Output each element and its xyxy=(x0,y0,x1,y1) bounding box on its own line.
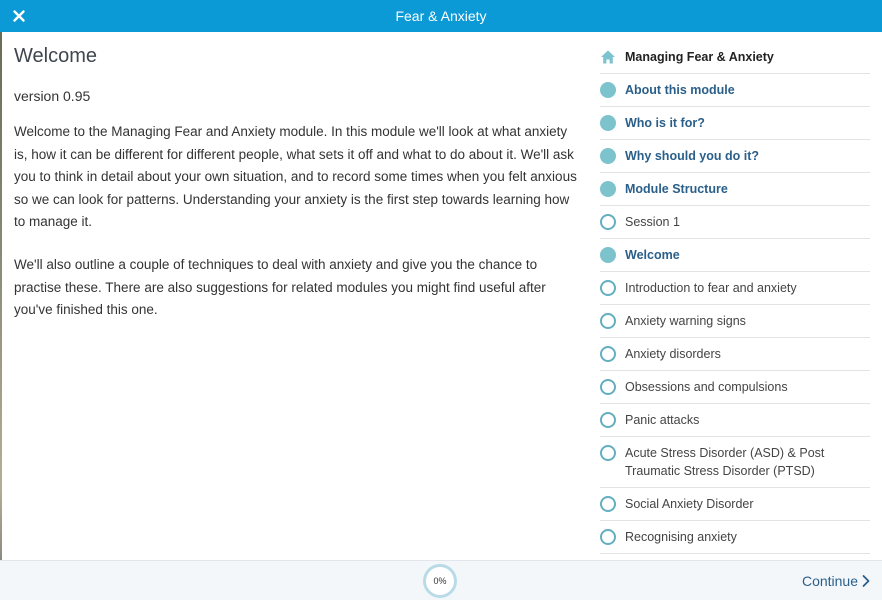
sidebar-item[interactable] xyxy=(600,107,870,140)
continue-button[interactable] xyxy=(802,561,870,601)
sidebar-item-label: Panic attacks xyxy=(625,413,700,427)
empty-circle-icon xyxy=(600,214,616,230)
intro-paragraph: Welcome to the Managing Fear and Anxiety module. In this module we'll look at what anxiety is, how it can be different for different people, what sets it off and what to do about it. We'll ask you to think in detail about your own situation, and to record some times when you felt anxious so we can look for patterns. Understanding your anxiety is the first step towards learning how to manage it. xyxy=(14,124,577,230)
sidebar-item-label: Why should you do it? xyxy=(625,149,760,163)
sidebar-item-label: Anxiety warning signs xyxy=(625,314,746,328)
nav-list xyxy=(600,42,870,587)
sidebar-item-label: Acute Stress Disorder (ASD) & Post Traumatic Stress Disorder (PTSD) xyxy=(625,446,825,478)
completed-circle-icon xyxy=(600,82,616,98)
page-title: Welcome xyxy=(14,45,97,67)
sidebar-item[interactable] xyxy=(600,206,870,239)
sidebar-item[interactable] xyxy=(600,74,870,107)
sidebar-item-label: Session 1 xyxy=(625,215,680,229)
empty-circle-icon xyxy=(600,346,616,362)
sidebar-item[interactable] xyxy=(600,305,870,338)
chevron-right-icon xyxy=(862,575,870,587)
module-navigation xyxy=(600,42,870,560)
completed-circle-icon xyxy=(600,181,616,197)
sidebar-item-label: About this module xyxy=(625,83,735,97)
sidebar-item-label: Introduction to fear and anxiety xyxy=(625,281,797,295)
sidebar-item-label: Anxiety disorders xyxy=(625,347,721,361)
sidebar-item[interactable] xyxy=(600,404,870,437)
footer-bar xyxy=(0,560,882,600)
completed-circle-icon xyxy=(600,148,616,164)
completed-circle-icon xyxy=(600,247,616,263)
module-title: Fear & Anxiety xyxy=(395,8,487,24)
sidebar-item[interactable] xyxy=(600,437,870,488)
sidebar-item-label: Recognising anxiety xyxy=(625,530,737,544)
sidebar-item[interactable] xyxy=(600,42,870,74)
empty-circle-icon xyxy=(600,445,616,461)
sidebar-item[interactable] xyxy=(600,272,870,305)
progress-label: 0% xyxy=(433,576,447,586)
window-edge xyxy=(0,32,2,600)
sidebar-item-label: Module Structure xyxy=(625,182,728,196)
sidebar-item[interactable] xyxy=(600,173,870,206)
top-bar xyxy=(0,0,882,32)
continue-label: Continue xyxy=(801,573,858,589)
progress-indicator xyxy=(423,564,457,598)
sidebar-item-label: Welcome xyxy=(625,248,680,262)
sidebar-item-label: Obsessions and compulsions xyxy=(625,380,788,394)
sidebar-item-label: Managing Fear & Anxiety xyxy=(625,50,774,64)
techniques-paragraph: We'll also outline a couple of techniques to deal with anxiety and give you the chance to practise these. There are also suggestions for related modules you might find useful after you've finished this one. xyxy=(14,257,546,318)
empty-circle-icon xyxy=(600,529,616,545)
content-pane xyxy=(14,32,584,560)
sidebar-item[interactable] xyxy=(600,371,870,404)
sidebar-item[interactable] xyxy=(600,338,870,371)
home-icon xyxy=(600,49,616,65)
empty-circle-icon xyxy=(600,379,616,395)
empty-circle-icon xyxy=(600,313,616,329)
sidebar-item-label: Social Anxiety Disorder xyxy=(625,497,754,511)
sidebar-item[interactable] xyxy=(600,140,870,173)
sidebar-item[interactable] xyxy=(600,521,870,554)
sidebar-item-label: Who is it for? xyxy=(625,116,705,130)
sidebar-item[interactable] xyxy=(600,239,870,272)
completed-circle-icon xyxy=(600,115,616,131)
empty-circle-icon xyxy=(600,412,616,428)
sidebar-item[interactable] xyxy=(600,488,870,521)
empty-circle-icon xyxy=(600,280,616,296)
version-text: version 0.95 xyxy=(14,88,91,104)
empty-circle-icon xyxy=(600,496,616,512)
